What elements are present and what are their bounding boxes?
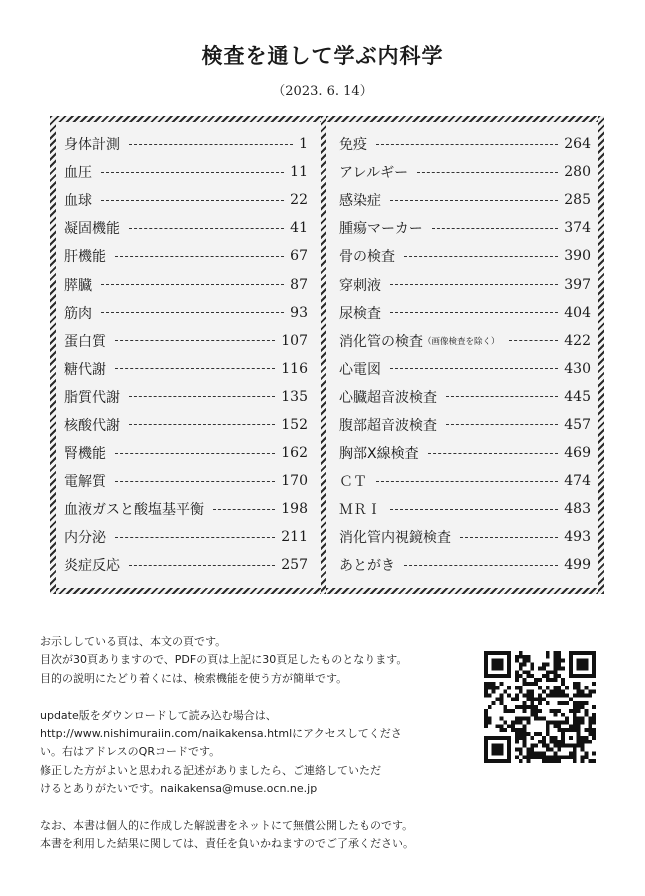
toc-entry-page: 1	[299, 136, 308, 153]
toc-entry-page: 469	[564, 445, 591, 462]
toc-entry-page: 499	[564, 557, 591, 574]
toc-entry[interactable]	[64, 523, 308, 551]
toc-entry-label: 腹部超音波検査	[339, 417, 437, 434]
toc-entry[interactable]	[64, 383, 308, 411]
toc-entry-page: 493	[564, 529, 591, 546]
toc-entry[interactable]	[64, 411, 308, 439]
toc-entry[interactable]	[339, 270, 591, 298]
toc-entry-label: 筋肉	[64, 305, 92, 322]
toc-entry-page: 457	[564, 416, 591, 433]
toc-leader-dashes	[115, 537, 275, 538]
note-line: 本書を利用した結果に関しては、責任を負いかねますのでご了承ください。	[40, 837, 414, 851]
toc-entry[interactable]	[339, 467, 591, 495]
toc-entry-page: 41	[290, 220, 308, 237]
toc-entry[interactable]	[339, 383, 591, 411]
note-line: update版をダウンロードして読み込む場合は、	[40, 708, 277, 722]
toc-leader-dashes	[115, 340, 275, 341]
toc-leader-dashes	[390, 200, 558, 201]
toc-entry[interactable]	[339, 214, 591, 242]
toc-entry[interactable]	[339, 551, 591, 579]
toc-leader-dashes	[101, 200, 284, 201]
toc-leader-dashes	[129, 228, 284, 229]
toc-entry[interactable]	[339, 439, 591, 467]
toc-entry-page: 264	[564, 136, 591, 153]
frame-bottom-border	[50, 588, 604, 594]
toc-leader-dashes	[460, 537, 558, 538]
toc-entry[interactable]	[339, 299, 591, 327]
toc-entry-label: 核酸代謝	[64, 417, 120, 434]
toc-entry-label: 糖代謝	[64, 361, 106, 378]
toc-entry-page: 67	[290, 248, 308, 265]
toc-entry[interactable]	[339, 495, 591, 523]
toc-leader-dashes	[376, 481, 558, 482]
note-line: なお、本書は個人的に作成した解説書をネットにて無償公開したものです。	[40, 819, 414, 833]
toc-entry-page: 116	[281, 360, 308, 377]
toc-entry-label: 身体計測	[64, 137, 120, 154]
frame-left-border	[50, 116, 56, 594]
toc-entry[interactable]	[339, 242, 591, 270]
toc-entry[interactable]	[339, 327, 591, 355]
toc-entry[interactable]	[339, 523, 591, 551]
toc-leader-dashes	[129, 144, 293, 145]
toc-leader-dashes	[115, 256, 284, 257]
toc-entry-label: 心電図	[339, 361, 381, 378]
toc-leader-dashes	[101, 172, 284, 173]
note-url-line[interactable]: http://www.nishimuraiin.com/naikakensa.htmlにアクセスしてくださ	[40, 727, 402, 741]
toc-entry-label: 消化管の検査	[339, 333, 423, 350]
toc-leader-dashes	[129, 396, 275, 397]
toc-entry-page: 285	[564, 192, 591, 209]
toc-left-column	[64, 130, 308, 580]
frame-right-border	[598, 116, 604, 594]
toc-entry-label: 穿刺液	[339, 277, 381, 294]
toc-entry[interactable]	[64, 495, 308, 523]
toc-entry-sublabel: （画像検査を除く）	[423, 336, 500, 347]
toc-right-column	[339, 130, 591, 580]
toc-entry-page: 87	[290, 276, 308, 293]
toc-entry-label: 肝機能	[64, 249, 106, 266]
toc-entry[interactable]	[339, 158, 591, 186]
toc-entry[interactable]	[64, 130, 308, 158]
toc-entry-label: 腫瘍マーカー	[339, 221, 423, 238]
toc-entry[interactable]	[64, 439, 308, 467]
toc-entry-label: 脂質代謝	[64, 389, 120, 406]
toc-entry-label: 血液ガスと酸塩基平衡	[64, 502, 204, 519]
note-line: い。右はアドレスのQRコードです。	[40, 745, 221, 759]
toc-entry-label: 凝固機能	[64, 221, 120, 238]
toc-entry-label: 蛋白質	[64, 333, 106, 350]
toc-leader-dashes	[390, 368, 558, 369]
toc-entry-label: 尿検査	[339, 305, 381, 322]
toc-entry[interactable]	[339, 411, 591, 439]
toc-entry[interactable]	[64, 270, 308, 298]
toc-entry[interactable]	[339, 186, 591, 214]
toc-leader-dashes	[432, 228, 559, 229]
toc-leader-dashes	[115, 453, 275, 454]
toc-leader-dashes	[390, 312, 558, 313]
toc-entry-page: 170	[281, 473, 308, 490]
toc-entry-page: 107	[281, 332, 308, 349]
toc-leader-dashes	[376, 144, 558, 145]
note-line: 修正した方がよいと思われる記述がありましたら、ご連絡していただ	[40, 763, 381, 777]
toc-entry[interactable]	[64, 467, 308, 495]
notes-section	[40, 633, 480, 854]
toc-leader-dashes	[446, 424, 558, 425]
toc-entry[interactable]	[64, 158, 308, 186]
toc-entry[interactable]	[64, 186, 308, 214]
toc-entry-page: 152	[281, 416, 308, 433]
toc-leader-dashes	[115, 481, 275, 482]
toc-leader-dashes	[129, 424, 275, 425]
toc-entry-label: 消化管内視鏡検査	[339, 530, 451, 547]
note-email-line[interactable]: けるとありがたいです。naikakensa@muse.ocn.ne.jp	[40, 782, 318, 796]
toc-entry-page: 135	[281, 388, 308, 405]
toc-entry-page: 211	[281, 529, 308, 546]
toc-entry-label: 血圧	[64, 165, 92, 182]
toc-entry-page: 390	[564, 248, 591, 265]
toc-entry-label: あとがき	[339, 558, 395, 575]
toc-entry-page: 430	[564, 360, 591, 377]
toc-entry-label: 炎症反応	[64, 558, 120, 575]
toc-entry-page: 93	[290, 304, 308, 321]
toc-entry-page: 445	[564, 388, 591, 405]
toc-entry-page: 22	[290, 192, 308, 209]
toc-leader-dashes	[129, 565, 275, 566]
toc-entry-label: アレルギー	[339, 165, 409, 182]
toc-entry-page: 474	[564, 473, 591, 490]
toc-entry-label: 腎機能	[64, 446, 106, 463]
qr-code-icon	[484, 651, 596, 763]
toc-entry-label: ＭＲＩ	[339, 502, 381, 519]
toc-entry-page: 483	[564, 501, 591, 518]
note-line: お示ししている頁は、本文の頁です。	[40, 635, 227, 648]
toc-entry-page: 257	[281, 557, 308, 574]
frame-center-divider	[321, 116, 326, 594]
toc-leader-dashes	[428, 453, 559, 454]
toc-leader-dashes	[390, 284, 558, 285]
toc-entry-label: 内分泌	[64, 530, 106, 547]
table-of-contents	[50, 116, 604, 594]
toc-entry-label: 骨の検査	[339, 249, 395, 266]
toc-entry-label: 心臓超音波検査	[339, 389, 437, 406]
toc-leader-dashes	[101, 312, 284, 313]
toc-entry-label: 胸部X線検査	[339, 446, 419, 463]
toc-entry[interactable]	[64, 327, 308, 355]
toc-leader-dashes	[509, 340, 559, 341]
document-title: 検査を通して学ぶ内科学	[201, 44, 444, 68]
toc-entry-label: 膵臓	[64, 277, 92, 294]
toc-entry-page: 11	[290, 164, 308, 181]
toc-entry-page: 198	[281, 501, 308, 518]
frame-top-border	[50, 116, 604, 122]
toc-entry[interactable]	[64, 242, 308, 270]
toc-entry-label: 電解質	[64, 474, 106, 491]
toc-entry-page: 162	[281, 445, 308, 462]
toc-entry[interactable]	[64, 214, 308, 242]
toc-entry[interactable]	[339, 355, 591, 383]
toc-entry-label: 血球	[64, 193, 92, 210]
toc-entry-label: 感染症	[339, 193, 381, 210]
toc-entry[interactable]	[64, 355, 308, 383]
toc-leader-dashes	[115, 368, 275, 369]
toc-leader-dashes	[390, 509, 558, 510]
note-line: 目的の説明にたどり着くには、検索機能を使う方が簡単です。	[40, 671, 348, 685]
toc-entry-label: ＣＴ	[339, 474, 367, 491]
toc-leader-dashes	[417, 172, 558, 173]
toc-entry-label: 免疫	[339, 137, 367, 154]
toc-leader-dashes	[101, 284, 284, 285]
toc-entry-page: 374	[564, 220, 591, 237]
document-date: （2023. 6. 14）	[272, 84, 373, 99]
toc-entry[interactable]	[64, 551, 308, 579]
toc-entry[interactable]	[64, 299, 308, 327]
toc-leader-dashes	[404, 256, 558, 257]
toc-leader-dashes	[213, 509, 275, 510]
toc-entry[interactable]	[339, 130, 591, 158]
toc-leader-dashes	[446, 396, 558, 397]
toc-entry-page: 422	[564, 332, 591, 349]
toc-entry-page: 397	[564, 276, 591, 293]
toc-leader-dashes	[404, 565, 558, 566]
note-line: 目次が30頁ありますので、PDFの頁は上記に30頁足したものとなります。	[40, 653, 408, 667]
toc-entry-page: 280	[564, 164, 591, 181]
toc-entry-page: 404	[564, 304, 591, 321]
